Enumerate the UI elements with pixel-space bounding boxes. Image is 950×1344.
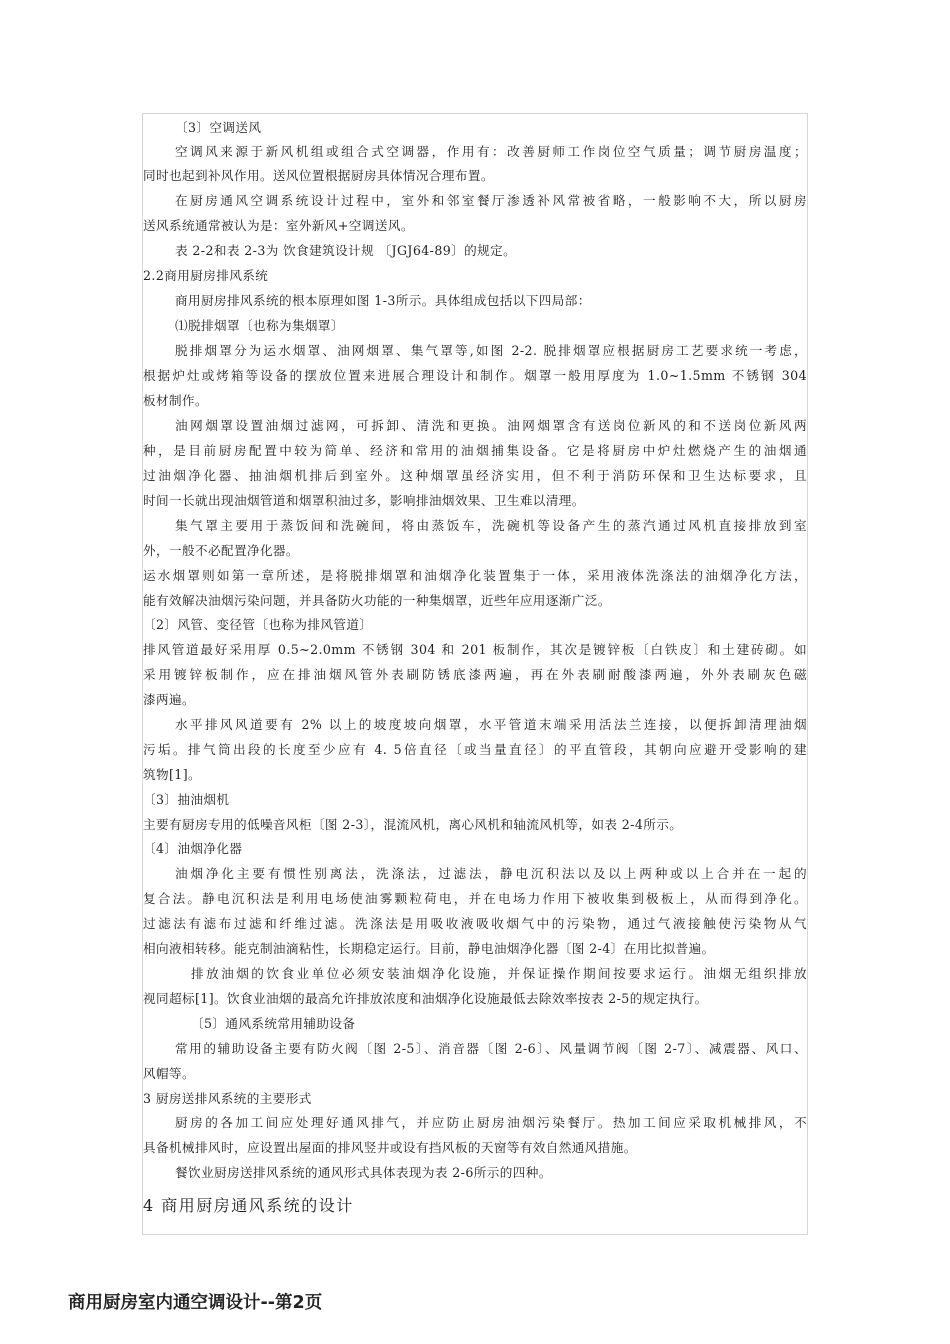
subsection-heading: 〔2〕风管、变径管〔也称为排风管道〕 — [143, 617, 373, 632]
text-line: 复合法。静电沉积法是利用电场使油雾颗粒荷电，并在电场力作用下被收集到极板上，从而得到净化。 — [143, 891, 807, 906]
section-heading: 2.2商用厨房排风系统 — [143, 268, 269, 283]
text-line: 板材制作。 — [143, 393, 208, 408]
text-line: 在厨房通风空调系统设计过程中，室外和邻室餐厅渗透补风常被省略，一般影响不大，所以厨房 — [175, 193, 807, 208]
text-line: 餐饮业厨房送排风系统的通风形式具体表现为表 2-6所示的四种。 — [175, 1165, 552, 1180]
section-heading-large: 4 商用厨房通风系统的设计 — [143, 1196, 354, 1215]
section-heading: 3 厨房送排风系统的主要形式 — [143, 1091, 312, 1106]
text-line: 厨房的各加工间应处理好通风排气，并应防止厨房油烟污染餐厅。热加工间应采取机械排风，不 — [175, 1115, 807, 1130]
text-line: 表 2-2和表 2-3为 饮食建筑设计规 〔JGJ64-89〕的规定。 — [175, 243, 517, 258]
text-line: 集气罩主要用于蒸饭间和洗碗间，将由蒸饭车，洗碗机等设备产生的蒸汽通过风机直接排放到室 — [175, 518, 807, 533]
text-line: 脱排烟罩分为运水烟罩、油网烟罩、集气罩等,如图 2-2. 脱排烟罩应根据厨房工艺要求统一考虑， — [175, 343, 807, 358]
text-line: 常用的辅助设备主要有防火阀〔图 2-5〕、消音器〔图 2-6〕、风量调节阀〔图 2-7〕、减震器、风口、 — [175, 1041, 807, 1056]
text-line: 水平排风风道要有 2% 以上的坡度坡向烟罩，水平管道末端采用活法兰连接，以便拆卸清理油烟 — [175, 717, 807, 732]
text-line: 主要有厨房专用的低噪音风柜〔图 2-3〕，混流风机，离心风机和轴流风机等，如表 2-4所示。 — [143, 817, 683, 832]
text-line: 视同超标[1]。饮食业油烟的最高允许排放浓度和油烟净化设施最低去除效率按表 2-5的规定执行。 — [143, 991, 708, 1006]
text-line: 商用厨房排风系统的根本原理如图 1-3所示。具体组成包括以下四局部： — [175, 293, 591, 308]
page-footer: 商用厨房室内通空调设计--第2页 — [68, 1293, 323, 1313]
text-line: 外，一般不必配置净化器。 — [143, 543, 299, 558]
text-line: 空调风来源于新风机组或组合式空调器，作用有：改善厨师工作岗位空气质量；调节厨房温度； — [175, 144, 807, 159]
text-line: 能有效解决油烟污染问题，并具备防火功能的一种集烟罩，近些年应用逐渐广泛。 — [143, 593, 611, 608]
subsection-heading: 〔5〕通风系统常用辅助设备 — [191, 1016, 356, 1031]
text-line: 风帽等。 — [143, 1066, 195, 1081]
text-line: 种，是目前厨房配置中较为简单、经济和常用的油烟捕集设备。它是将厨房中炉灶燃烧产生的油烟通 — [143, 443, 807, 458]
text-line: 筑物[1]。 — [143, 767, 202, 782]
text-line: 过滤法有滤布过滤和纤维过滤。洗涤法是用吸收液吸收烟气中的污染物，通过气液接触使污染物从气 — [143, 916, 807, 931]
text-line: 同时也起到补风作用。送风位置根据厨房具体情况合理布置。 — [143, 168, 494, 183]
text-line: 时间一长就出现油烟管道和烟罩积油过多，影响排油烟效果、卫生难以清理。 — [143, 493, 585, 508]
text-line: 采用镀锌板制作，应在排油烟风管外表刷防锈底漆两遍，再在外表刷耐酸漆两遍，外外表刷灰色磁 — [143, 667, 807, 682]
subsection-heading: 〔4〕油烟净化器 — [143, 841, 243, 856]
text-line: 具备机械排风时，应设置出屋面的排风竖井或设有挡风板的天窗等有效自然通风措施。 — [143, 1140, 637, 1155]
text-line: 送风系统通常被认为是：室外新风+空调送风。 — [143, 218, 414, 233]
text-line: 污垢。排气筒出段的长度至少应有 4. 5倍直径〔或当量直径〕的平直管段，其朝向应避开受影响的建 — [143, 742, 807, 757]
text-line: 漆两遍。 — [143, 692, 195, 707]
subsection-heading: ⑴脱排烟罩〔也称为集烟罩〕 — [175, 318, 344, 333]
text-line: 排风管道最好采用厚 0.5~2.0mm 不锈钢 304 和 201 板制作，其次是镀锌板〔白铁皮〕和土建砖砌。如 — [143, 642, 807, 657]
subsection-heading: 〔3〕抽油烟机 — [143, 792, 230, 807]
text-line: 油网烟罩设置油烟过滤网，可拆卸、清洗和更换。油网烟罩含有送岗位新风的和不送岗位新风两 — [175, 418, 807, 433]
text-line: 过油烟净化器、抽油烟机排后到室外。这种烟罩虽经济实用，但不利于消防环保和卫生达标要求，且 — [143, 468, 807, 483]
text-line: 排放油烟的饮食业单位必须安装油烟净化设施，并保证操作期间按要求运行。油烟无组织排放 — [191, 966, 807, 981]
text-line: 运水烟罩则如第一章所述，是将脱排烟罩和油烟净化装置集于一体，采用液体洗涤法的油烟净化方法， — [143, 568, 807, 583]
text-line: 〔3〕空调送风 — [175, 120, 262, 135]
text-line: 油烟净化主要有惯性别离法，洗涤法，过滤法，静电沉积法以及以上两种或以上合并在一起的 — [175, 866, 807, 881]
text-line: 根据炉灶或烤箱等设备的摆放位置来进展合理设计和制作。烟罩一般用厚度为 1.0~1.5mm 不锈钢 304 — [143, 368, 807, 383]
text-line: 相向液相转移。能克制油滴粘性，长期稳定运行。目前，静电油烟净化器〔图 2-4〕在用比拟普遍。 — [143, 941, 715, 956]
